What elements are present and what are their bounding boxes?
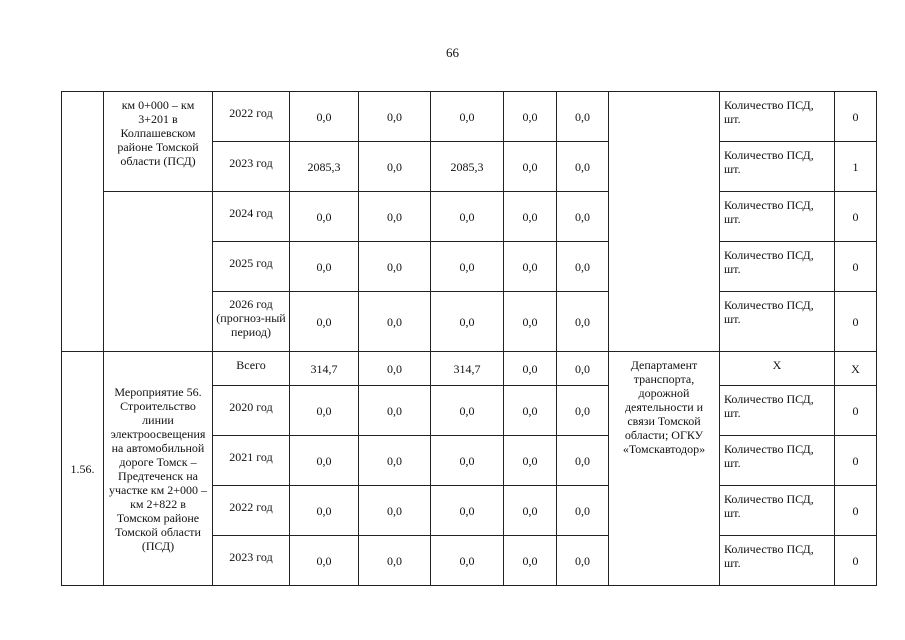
- value-cell: 0,0: [290, 436, 359, 486]
- value-cell: 314,7: [290, 352, 359, 386]
- measure-name-cell: км 0+000 – км 3+201 в Колпашевском районе Томской области (ПСД): [104, 92, 213, 192]
- responsible-cell: [609, 92, 720, 352]
- indicator-cell: Количество ПСД, шт.: [720, 242, 835, 292]
- value-cell: 0,0: [431, 292, 504, 352]
- year-cell: Всего: [213, 352, 290, 386]
- target-cell: 0: [835, 292, 877, 352]
- target-cell: 0: [835, 486, 877, 536]
- value-cell: 0,0: [504, 292, 557, 352]
- target-cell: 0: [835, 436, 877, 486]
- target-cell: 0: [835, 242, 877, 292]
- target-cell: Х: [835, 352, 877, 386]
- table-row: [62, 92, 877, 142]
- page-number: 66: [446, 45, 459, 60]
- value-cell: 0,0: [359, 292, 431, 352]
- value-cell: 0,0: [359, 436, 431, 486]
- value-cell: 0,0: [504, 142, 557, 192]
- indicator-cell: Количество ПСД, шт.: [720, 436, 835, 486]
- value-cell: 0,0: [431, 486, 504, 536]
- value-cell: 314,7: [431, 352, 504, 386]
- value-cell: 0,0: [504, 386, 557, 436]
- value-cell: 0,0: [359, 486, 431, 536]
- year-cell: 2021 год: [213, 436, 290, 486]
- indicator-cell: Количество ПСД, шт.: [720, 292, 835, 352]
- value-cell: 0,0: [431, 536, 504, 586]
- value-cell: 0,0: [290, 486, 359, 536]
- value-cell: 0,0: [557, 486, 609, 536]
- indicator-cell: Количество ПСД, шт.: [720, 92, 835, 142]
- year-cell: 2023 год: [213, 536, 290, 586]
- value-cell: 0,0: [290, 292, 359, 352]
- measure-name-cell: Мероприятие 56. Строительство линии электроосвещения на автомобильной дороге Томск – Предтеченск на участке км 2+000 – км 2+822 в Томском районе Томской области (ПСД): [104, 352, 213, 586]
- value-cell: 0,0: [557, 92, 609, 142]
- value-cell: 0,0: [431, 92, 504, 142]
- value-cell: 0,0: [359, 352, 431, 386]
- value-cell: 0,0: [359, 536, 431, 586]
- year-cell: 2020 год: [213, 386, 290, 436]
- value-cell: 0,0: [557, 352, 609, 386]
- value-cell: 0,0: [504, 92, 557, 142]
- indicator-cell: Количество ПСД, шт.: [720, 142, 835, 192]
- year-cell: 2024 год: [213, 192, 290, 242]
- row-number-cell: 1.56.: [62, 352, 104, 586]
- value-cell: 0,0: [431, 436, 504, 486]
- value-cell: 0,0: [557, 436, 609, 486]
- indicator-cell: Количество ПСД, шт.: [720, 536, 835, 586]
- target-cell: 0: [835, 192, 877, 242]
- value-cell: 2085,3: [290, 142, 359, 192]
- value-cell: 0,0: [359, 92, 431, 142]
- value-cell: 0,0: [290, 92, 359, 142]
- value-cell: 0,0: [504, 242, 557, 292]
- value-cell: 0,0: [431, 242, 504, 292]
- value-cell: 0,0: [431, 192, 504, 242]
- target-cell: 1: [835, 142, 877, 192]
- value-cell: 0,0: [290, 536, 359, 586]
- value-cell: 0,0: [557, 292, 609, 352]
- year-cell: 2025 год: [213, 242, 290, 292]
- value-cell: 0,0: [557, 242, 609, 292]
- value-cell: 0,0: [504, 536, 557, 586]
- year-cell: 2026 год (прогноз-ный период): [213, 292, 290, 352]
- value-cell: 0,0: [290, 242, 359, 292]
- indicator-cell: Х: [720, 352, 835, 386]
- value-cell: 0,0: [359, 142, 431, 192]
- value-cell: 0,0: [290, 192, 359, 242]
- indicator-cell: Количество ПСД, шт.: [720, 486, 835, 536]
- value-cell: 0,0: [504, 192, 557, 242]
- year-cell: 2022 год: [213, 486, 290, 536]
- value-cell: 2085,3: [431, 142, 504, 192]
- value-cell: 0,0: [504, 436, 557, 486]
- year-cell: 2023 год: [213, 142, 290, 192]
- year-cell: 2022 год: [213, 92, 290, 142]
- value-cell: 0,0: [557, 142, 609, 192]
- value-cell: 0,0: [504, 486, 557, 536]
- indicator-cell: Количество ПСД, шт.: [720, 192, 835, 242]
- value-cell: 0,0: [557, 536, 609, 586]
- value-cell: 0,0: [290, 386, 359, 436]
- indicator-cell: Количество ПСД, шт.: [720, 386, 835, 436]
- target-cell: 0: [835, 536, 877, 586]
- value-cell: 0,0: [359, 242, 431, 292]
- target-cell: 0: [835, 386, 877, 436]
- value-cell: 0,0: [359, 192, 431, 242]
- target-cell: 0: [835, 92, 877, 142]
- table-row: [62, 192, 877, 242]
- measure-name-cell: [104, 192, 213, 352]
- program-table: [61, 91, 877, 586]
- responsible-cell: Департамент транспорта, дорожной деятельности и связи Томской области; ОГКУ «Томскавтодор»: [609, 352, 720, 586]
- value-cell: 0,0: [431, 386, 504, 436]
- row-number-cell: [62, 92, 104, 352]
- value-cell: 0,0: [557, 192, 609, 242]
- value-cell: 0,0: [504, 352, 557, 386]
- value-cell: 0,0: [359, 386, 431, 436]
- table-row: [62, 352, 877, 386]
- value-cell: 0,0: [557, 386, 609, 436]
